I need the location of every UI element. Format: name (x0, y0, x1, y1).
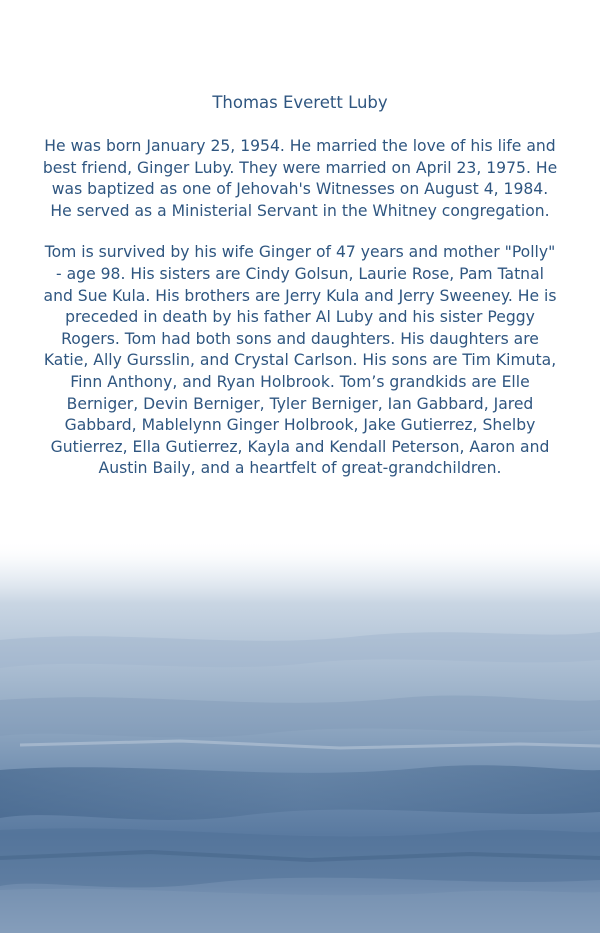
document-title: Thomas Everett Luby (212, 93, 388, 112)
obituary-text-block (0, 92, 600, 500)
biography-paragraph: He was born January 25, 1954. He married the love of his life and best friend, Ginger Luby. They were married on April 23, 1975. He was baptized as one of Jehovah's Witnesses on August 4, 1984. He served as a Ministerial Servant in the Whitney congregation. (42, 137, 558, 220)
family-paragraph: Tom is survived by his wife Ginger of 47 years and mother "Polly" - age 98. His sisters are Cindy Golsun, Laurie Rose, Pam Tatnal and Sue Kula. His brothers are Jerry Kula and Jerry Sweeney. He is preceded in death by his father Al Luby and his sister Peggy Rogers. Tom had both sons and daughters. His daughters are Katie, Ally Gursslin, and Crystal Carlson. His sons are Tim Kimuta, Finn Anthony, and Ryan Holbrook. Tom’s grandkids are Elle Berniger, Devin Berniger, Tyler Berniger, Ian Gabbard, Jared Gabbard, Mablelynn Ginger Holbrook, Jake Gutierrez, Shelby Gutierrez, Ella Gutierrez, Kayla and Kendall Peterson, Aaron and Austin Baily, and a heartfelt of great-grandchildren. (43, 243, 557, 478)
